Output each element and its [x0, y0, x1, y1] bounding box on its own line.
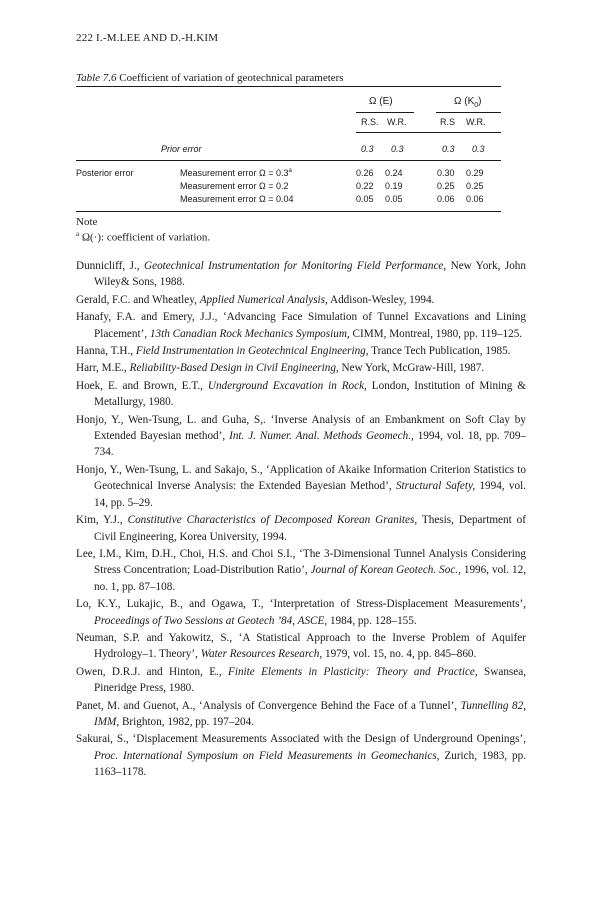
table-cell: 0.19: [385, 181, 403, 191]
measurement-row-label: Measurement error Ω = 0.04: [180, 194, 294, 204]
table-caption: [76, 72, 344, 84]
reference-entry: Lo, K.Y., Lukajic, B., and Ogawa, T., ‘Interpretation of Stress-Displacement Measurements’, Proceedings of Two Sessions at Geotech ’84, ASCE, 1984, pp. 128–155.: [76, 598, 526, 627]
prior-error-label: Prior error: [161, 144, 202, 154]
table-cell: 0.30: [437, 168, 455, 178]
reference-entry: Dunnicliff, J., Geotechnical Instrumentation for Monitoring Field Performance, New York, John Wiley& Sons, 1988.: [76, 260, 526, 289]
reference-entry: Honjo, Y., Wen-Tsung, L. and Sakajo, S., ‘Application of Akaike Information Criterion Statistics to Geotechnical Inverse Analysis: the Extended Bayesian Method’, Structural Safety, 1994, vol. 14, pp. 5–29.: [76, 463, 526, 509]
prior-value: 0.3: [472, 144, 485, 154]
table-cell: 0.05: [385, 194, 403, 204]
measurement-row-label: Measurement error Ω = 0.2: [180, 181, 289, 191]
subhead-wr-k0: W.R.: [466, 117, 486, 127]
table-cell: 0.26: [356, 168, 374, 178]
table-cell: 0.29: [466, 168, 484, 178]
footnote-text: Ω(·): coefficient of variation.: [81, 231, 211, 244]
group-rule-k0: [436, 112, 501, 113]
table-cell: 0.06: [466, 194, 484, 204]
table-footnote: [76, 230, 210, 244]
table-cell: 0.25: [466, 181, 484, 191]
group-header-e: Ω (E): [369, 96, 393, 107]
table-cell: 0.24: [385, 168, 403, 178]
group-header-k0-sub: 0: [474, 102, 479, 109]
table-note-title: Note: [76, 216, 98, 228]
reference-entry: Owen, D.R.J. and Hinton, E., Finite Elements in Plasticity: Theory and Practice, Swansea, Pineridge Press, 1980.: [76, 665, 526, 695]
table-bottom-rule: [76, 211, 501, 212]
reference-entry: Panet, M. and Guenot, A., ‘Analysis of Convergence Behind the Face of a Tunnel’, Tunnelling 82, IMM, Brighton, 1982, pp. 197–204.: [76, 699, 526, 728]
table-cell: 0.05: [356, 194, 374, 204]
group-header-k0-text: Ω (K: [454, 96, 475, 107]
reference-entry: Neuman, S.P. and Yakowitz, S., ‘A Statistical Approach to the Inverse Problem of Aquifer Hydrology–1. Theory’, Water Resources Research, 1979, vol. 15, no. 4, pp. 845–860.: [76, 631, 526, 661]
reference-entry: Harr, M.E., Reliability-Based Design in Civil Engineering, New York, McGraw-Hill, 1987.: [76, 362, 485, 375]
prior-value: 0.3: [361, 144, 374, 154]
reference-entry: Hanafy, F.A. and Emery, J.J., ‘Advancing Face Simulation of Tunnel Excavations and Lining Placement’, 13th Canadian Rock Mechanics Symposium, CIMM, Montreal, 1980, pp. 119–125.: [76, 311, 526, 340]
subhead-rs-e: R.S.: [361, 117, 379, 127]
prior-value: 0.3: [442, 144, 455, 154]
reference-entry: Kim, Y.J., Constitutive Characteristics of Decomposed Korean Granites, Thesis, Department of Civil Engineering, Korea University, 1994.: [76, 514, 526, 543]
prior-value: 0.3: [391, 144, 404, 154]
table-cell: 0.25: [437, 181, 455, 191]
reference-entry: Sakurai, S., ‘Displacement Measurements Associated with the Design of Underground Openings’, Proc. International Symposium on Field Measurements in Geomechanics, Zurich, 1983, pp. 1163–1178.: [76, 733, 526, 779]
table-mid-rule: [76, 160, 501, 161]
footnote-marker: a: [288, 168, 292, 174]
running-header: 222 I.-M.LEE AND D.-H.KIM: [76, 32, 219, 44]
footnote-marker: a: [76, 230, 80, 238]
table-caption-label: Table 7.6: [76, 72, 117, 84]
posterior-error-label: Posterior error: [76, 168, 134, 178]
table-top-rule: [76, 86, 501, 87]
reference-entry: Lee, I.M., Kim, D.H., Choi, H.S. and Choi S.I., ‘The 3-Dimensional Tunnel Analysis Considering Stress Concentration; Load-Distribution Ratio’, Journal of Korean Geotech. Soc., 1996, vol. 12, no. 1, pp. 87–108.: [76, 547, 527, 593]
group-header-k0: [454, 96, 482, 109]
measurement-row-label: [180, 168, 292, 178]
reference-entry: Gerald, F.C. and Wheatley, Applied Numerical Analysis, Addison-Wesley, 1994.: [76, 293, 435, 306]
subhead-wr-e: W.R.: [387, 117, 407, 127]
table-cell: 0.06: [437, 194, 455, 204]
table-cell: 0.22: [356, 181, 374, 191]
reference-entry: Hanna, T.H., Field Instrumentation in Geotechnical Engineering, Trance Tech Publication, 1985.: [76, 345, 511, 358]
subhead-rs-k0: R.S: [440, 117, 456, 127]
reference-entry: Honjo, Y., Wen-Tsung, L. and Guha, S,. ‘Inverse Analysis of an Embankment on Soft Clay by Extended Bayesian method’, Int. J. Numer. Anal. Methods Geomech., 1994, vol. 18, pp. 709–734.: [76, 413, 527, 459]
reference-entry: Hoek, E. and Brown, E.T., Underground Excavation in Rock, London, Institution of Mining & Metallurgy, 1980.: [76, 379, 526, 409]
subhead-rule: [356, 132, 501, 133]
group-header-k0-end: ): [478, 96, 482, 107]
table-caption-text: Coefficient of variation of geotechnical parameters: [119, 72, 344, 84]
group-rule-e: [356, 112, 414, 113]
measurement-row-text: Measurement error Ω = 0.3: [180, 168, 289, 178]
reference-list: [76, 258, 526, 782]
